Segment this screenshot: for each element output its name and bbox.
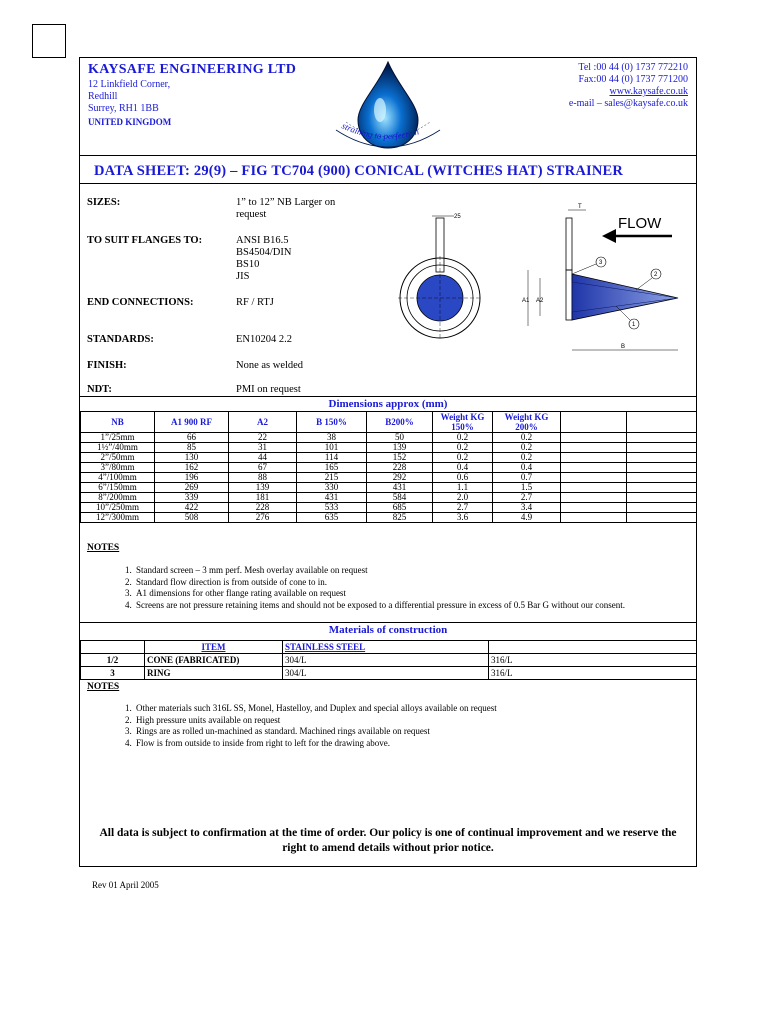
table-row (81, 667, 697, 680)
table-row (81, 654, 697, 667)
table-header-row (81, 412, 697, 433)
table-cell: 85 (155, 443, 229, 453)
table-cell: 12”/300mm (81, 513, 155, 523)
table-cell: 431 (297, 493, 367, 503)
note-item: 3. A1 dimensions for other flange rating available on request (134, 588, 694, 600)
finish-label: FINISH: (87, 360, 127, 371)
notes-list (92, 565, 694, 611)
table-cell (627, 513, 697, 523)
table-cell: 4”/100mm (81, 473, 155, 483)
table-cell: 330 (297, 483, 367, 493)
table-cell (561, 453, 627, 463)
column-header: B200% (367, 412, 433, 433)
table-cell: 292 (367, 473, 433, 483)
table-cell: 533 (297, 503, 367, 513)
table-cell: 1.1 (433, 483, 493, 493)
note-item: 3. Rings are as rolled un-machined as standard. Machined rings available on request (134, 726, 694, 738)
flanges-value-1: ANSI B16.5 (236, 235, 289, 246)
table-cell: 2.0 (433, 493, 493, 503)
email-link[interactable]: e-mail – sales@kaysafe.co.uk (568, 98, 688, 109)
table-cell: 44 (229, 453, 297, 463)
disclaimer: All data is subject to confirmation at the time of order. Our policy is one of continual improvement and we reserve the right to amend details without prior notice. (99, 827, 677, 854)
material-column-header: STAINLESS STEEL (283, 641, 489, 654)
note-item: 2. High pressure units available on request (134, 715, 694, 727)
table-cell (627, 453, 697, 463)
item-name: CONE (FABRICATED) (145, 654, 283, 667)
table-cell: 0.2 (493, 443, 561, 453)
table-cell: 3”/80mm (81, 463, 155, 473)
svg-text:25: 25 (454, 214, 461, 220)
column-header: NB (81, 412, 155, 433)
material-304: 304/L (283, 654, 489, 667)
standards-label: STANDARDS: (87, 334, 154, 345)
note-item: 2. Standard flow direction is from outside of cone to in. (134, 577, 694, 589)
notes-heading: NOTES (87, 682, 120, 692)
note-item: 1. Other materials such 316L SS, Monel, Hastelloy, and Duplex and special alloys available on request (134, 703, 694, 715)
table-cell (561, 493, 627, 503)
flanges-value-2: BS4504/DIN (236, 247, 292, 258)
table-cell (561, 463, 627, 473)
table-cell: 165 (297, 463, 367, 473)
table-cell: 2”/50mm (81, 453, 155, 463)
table-cell: 130 (155, 453, 229, 463)
item-number: 3 (81, 667, 145, 680)
address-country: UNITED KINGDOM (88, 117, 172, 127)
column-header: A2 (229, 412, 297, 433)
table-cell: 1½”/40mm (81, 443, 155, 453)
divider (80, 396, 696, 397)
sizes-label: SIZES: (87, 197, 121, 208)
sizes-value-1: 1” to 12” NB Larger on (236, 197, 336, 208)
table-cell: 114 (297, 453, 367, 463)
table-row (81, 473, 697, 483)
table-cell: 0.4 (433, 463, 493, 473)
table-row (81, 483, 697, 493)
column-header: B 150% (297, 412, 367, 433)
standards-value: EN10204 2.2 (236, 334, 292, 345)
table-cell: 1”/25mm (81, 433, 155, 443)
table-cell: 3.4 (493, 503, 561, 513)
table-cell: 0.4 (493, 463, 561, 473)
table-cell: 0.2 (493, 433, 561, 443)
item-number: 1/2 (81, 654, 145, 667)
address-line-1: 12 Linkfield Corner, (88, 79, 171, 90)
table-cell: 0.6 (433, 473, 493, 483)
table-cell: 685 (367, 503, 433, 513)
material-316: 316/L (489, 667, 697, 680)
dimensions-heading: Dimensions approx (mm) (328, 398, 448, 410)
address-line-2: Redhill (88, 91, 118, 102)
note-item: 4. Screens are not pressure retaining items and should not be exposed to a differential pressure in excess of 0.5 Bar G without our consent. (134, 600, 694, 612)
column-header: Weight KG 200% (493, 412, 561, 433)
table-cell: 584 (367, 493, 433, 503)
table-cell: 101 (297, 443, 367, 453)
svg-text:2: 2 (654, 272, 658, 278)
table-cell (627, 463, 697, 473)
table-cell: 22 (229, 433, 297, 443)
table-cell: 228 (229, 503, 297, 513)
table-row (81, 493, 697, 503)
table-row (81, 433, 697, 443)
flow-arrow (602, 215, 672, 243)
table-row (81, 503, 697, 513)
table-cell (561, 513, 627, 523)
materials-heading: Materials of construction (328, 624, 448, 636)
end-connections-label: END CONNECTIONS: (87, 297, 194, 308)
svg-text:B: B (621, 344, 626, 350)
table-cell: 825 (367, 513, 433, 523)
table-cell: 635 (297, 513, 367, 523)
table-cell (627, 473, 697, 483)
svg-text:1: 1 (632, 322, 636, 328)
flanges-value-3: BS10 (236, 259, 260, 270)
table-cell (627, 483, 697, 493)
table-cell (627, 433, 697, 443)
divider (80, 622, 696, 623)
svg-text:FLOW: FLOW (618, 215, 662, 232)
website-link[interactable]: www.kaysafe.co.uk (609, 86, 688, 97)
table-cell: 181 (229, 493, 297, 503)
flanges-label: TO SUIT FLANGES TO: (87, 235, 203, 246)
column-header: Weight KG 150% (433, 412, 493, 433)
ndt-value: PMI on request (236, 384, 301, 395)
front-view (398, 214, 482, 340)
table-cell: 276 (229, 513, 297, 523)
svg-text:A1: A1 (522, 298, 530, 304)
table-cell: 215 (297, 473, 367, 483)
table-header-row (81, 641, 697, 654)
address-line-3: Surrey, RH1 1BB (88, 103, 159, 114)
table-cell (561, 473, 627, 483)
table-cell: 269 (155, 483, 229, 493)
svg-text:straining to perfection: straining to perfection (340, 120, 421, 142)
table-cell: 339 (155, 493, 229, 503)
item-column-header: ITEM (145, 641, 283, 654)
table-cell: 38 (297, 433, 367, 443)
strainer-drawing (396, 198, 696, 358)
svg-text:T: T (578, 204, 582, 210)
table-cell: 2.7 (493, 493, 561, 503)
company-name: KAYSAFE ENGINEERING LTD (88, 62, 297, 77)
table-cell: 0.2 (433, 433, 493, 443)
column-header (561, 412, 627, 433)
table-row (81, 453, 697, 463)
table-cell: 50 (367, 433, 433, 443)
logo-tagline (330, 120, 446, 150)
finish-value: None as welded (236, 360, 304, 371)
table-cell (627, 503, 697, 513)
note-item: 4. Flow is from outside to inside from right to left for the drawing above. (134, 738, 694, 750)
corner-checkbox (32, 24, 66, 58)
table-cell: 88 (229, 473, 297, 483)
dimensions-table (80, 411, 697, 523)
table-row (81, 443, 697, 453)
table-cell: 0.7 (493, 473, 561, 483)
materials-table (80, 640, 697, 680)
table-cell: 422 (155, 503, 229, 513)
table-cell: 6”/150mm (81, 483, 155, 493)
svg-text:3: 3 (599, 260, 603, 266)
table-row (81, 513, 697, 523)
revision-label: Rev 01 April 2005 (92, 880, 159, 890)
table-cell: 508 (155, 513, 229, 523)
table-cell (561, 433, 627, 443)
telephone: Tel :00 44 (0) 1737 772210 (578, 62, 688, 73)
table-cell: 1.5 (493, 483, 561, 493)
table-cell: 66 (155, 433, 229, 443)
table-cell: 139 (229, 483, 297, 493)
table-cell (627, 443, 697, 453)
table-cell: 139 (367, 443, 433, 453)
notes-heading: NOTES (87, 543, 120, 553)
table-cell: 3.6 (433, 513, 493, 523)
table-cell: 0.2 (493, 453, 561, 463)
table-cell: 152 (367, 453, 433, 463)
table-cell: 0.2 (433, 453, 493, 463)
note-item: 1. Standard screen – 3 mm perf. Mesh overlay available on request (134, 565, 694, 577)
table-cell (627, 493, 697, 503)
table-cell: 431 (367, 483, 433, 493)
table-cell: 2.7 (433, 503, 493, 513)
table-cell: 67 (229, 463, 297, 473)
table-cell: 4.9 (493, 513, 561, 523)
table-cell (561, 483, 627, 493)
divider (80, 155, 696, 156)
table-row (81, 463, 697, 473)
table-cell: 196 (155, 473, 229, 483)
table-cell: 162 (155, 463, 229, 473)
flanges-value-4: JIS (236, 271, 250, 282)
page-title: DATA SHEET: 29(9) – FIG TC704 (900) CONICAL (WITCHES HAT) STRAINER (94, 163, 624, 179)
sizes-value-2: request (236, 209, 267, 220)
table-cell: 0.2 (433, 443, 493, 453)
end-connections-value: RF / RTJ (236, 297, 274, 308)
table-cell: 228 (367, 463, 433, 473)
table-cell: 31 (229, 443, 297, 453)
table-cell: 8”/200mm (81, 493, 155, 503)
ndt-label: NDT: (87, 384, 112, 395)
material-304: 304/L (283, 667, 489, 680)
svg-text:A2: A2 (536, 298, 544, 304)
table-cell (561, 443, 627, 453)
column-header: A1 900 RF (155, 412, 229, 433)
column-header (627, 412, 697, 433)
material-316: 316/L (489, 654, 697, 667)
table-cell: 10”/250mm (81, 503, 155, 513)
fax: Fax:00 44 (0) 1737 771200 (578, 74, 688, 85)
notes-list (92, 703, 694, 749)
table-cell (561, 503, 627, 513)
divider (80, 183, 696, 184)
item-name: RING (145, 667, 283, 680)
